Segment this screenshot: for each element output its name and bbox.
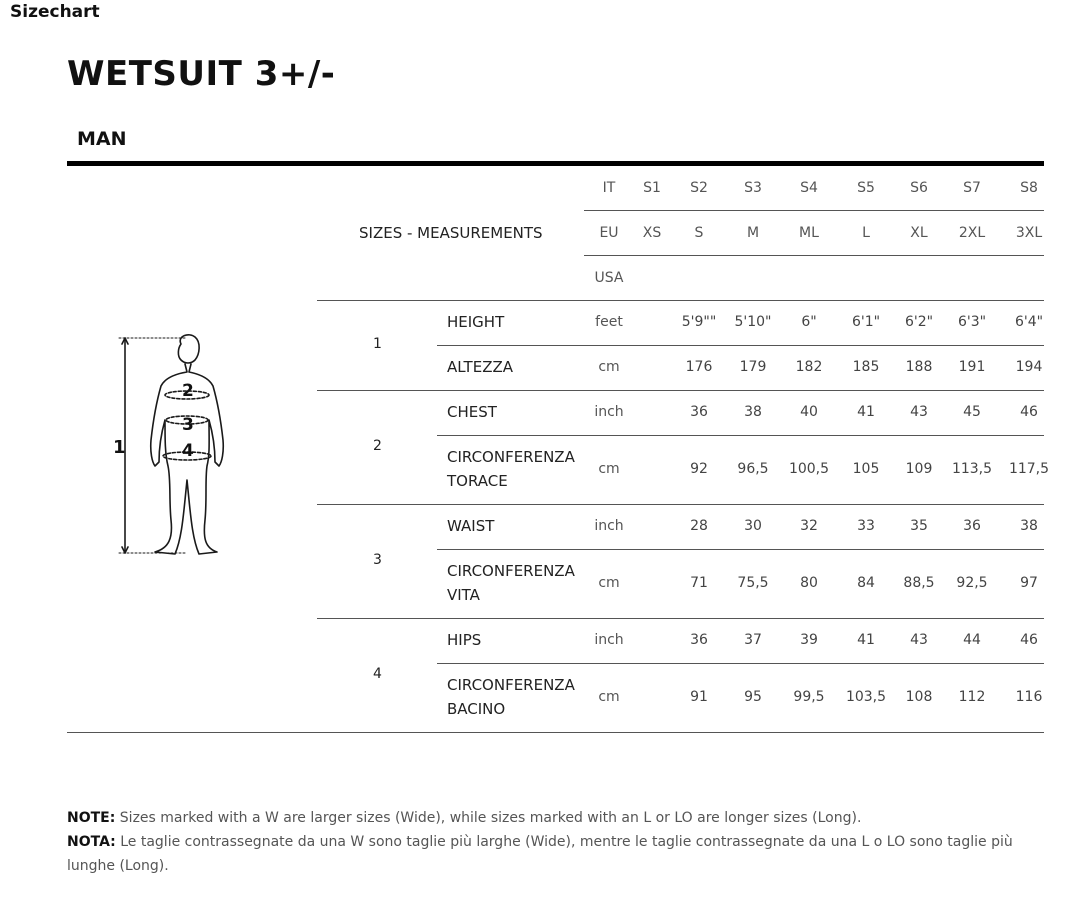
- notes-block: [67, 806, 1027, 878]
- size-value: S4: [800, 180, 818, 196]
- measurement-name: CIRCONFERENZA VITA: [447, 562, 575, 604]
- note-en-text: Sizes marked with a W are larger sizes (Wide), while sizes marked with an L or LO are longer sizes (Long).: [115, 810, 862, 826]
- row-divider: [437, 345, 1044, 346]
- measurement-value: 5'9"": [681, 313, 717, 330]
- size-value: S5: [857, 180, 875, 196]
- measurement-value: 46: [1020, 403, 1038, 420]
- measurement-value: 36: [963, 517, 981, 534]
- measurement-unit: feet: [595, 313, 623, 330]
- measurement-value: 37: [744, 631, 762, 648]
- group-number: 1: [373, 336, 382, 352]
- measurement-value: 40: [800, 403, 818, 420]
- measurement-value: 41: [857, 631, 875, 648]
- measurement-value: 191: [958, 358, 986, 375]
- group-number: 2: [373, 438, 382, 454]
- measurement-value: 95: [744, 688, 762, 705]
- group-divider: [317, 504, 1044, 505]
- measurement-value: 92,5: [956, 574, 988, 591]
- measurement-value: 92: [690, 460, 708, 477]
- measurement-value: 38: [1020, 517, 1038, 534]
- measurement-value: 179: [739, 358, 767, 375]
- size-value: 3XL: [1015, 225, 1043, 241]
- measurement-value: 6'1": [851, 313, 881, 330]
- size-value: S2: [690, 180, 708, 196]
- size-value: S: [694, 225, 704, 241]
- group-number: 3: [373, 552, 382, 568]
- section-title: MAN: [77, 128, 127, 150]
- measurement-value: 116: [1015, 688, 1043, 705]
- size-value: S6: [910, 180, 928, 196]
- note-it-text: Le taglie contrassegnate da una W sono taglie più larghe (Wide), mentre le taglie contrassegnate da una L o LO sono taglie più lunghe (Long).: [67, 834, 1013, 874]
- size-value: M: [746, 225, 760, 241]
- figure-label-3: 3: [182, 415, 194, 435]
- measurement-value: 113,5: [951, 460, 993, 477]
- size-system-label: EU: [599, 225, 619, 241]
- measurement-name: ALTEZZA: [447, 358, 514, 376]
- note-en-label: NOTE:: [67, 810, 116, 826]
- size-value: S8: [1020, 180, 1038, 196]
- measurement-value: 105: [852, 460, 880, 477]
- measurement-unit: cm: [598, 358, 620, 375]
- measurement-value: 6'3": [957, 313, 987, 330]
- measurement-value: 96,5: [737, 460, 769, 477]
- sizes-measurements-label: SIZES - MEASUREMENTS: [359, 224, 543, 242]
- measurement-value: 36: [690, 631, 708, 648]
- measurement-unit: cm: [598, 460, 620, 477]
- measurement-value: 103,5: [845, 688, 887, 705]
- measurement-value: 6'4": [1014, 313, 1044, 330]
- measurement-value: 75,5: [737, 574, 769, 591]
- measurement-value: 117,5: [1008, 460, 1050, 477]
- measurement-value: 112: [958, 688, 986, 705]
- row-divider: [437, 435, 1044, 436]
- figure-label-1: 1: [113, 437, 126, 458]
- size-system-label: USA: [594, 270, 624, 286]
- measurement-name: HIPS: [447, 631, 482, 649]
- measurement-unit: cm: [598, 688, 620, 705]
- size-value: L: [862, 225, 870, 241]
- header-label: Sizechart: [10, 2, 100, 22]
- measurement-value: 6'2": [904, 313, 934, 330]
- group-divider: [317, 618, 1044, 619]
- measurement-name: CIRCONFERENZA BACINO: [447, 676, 575, 718]
- header-divider: [584, 210, 1044, 211]
- measurement-value: 43: [910, 631, 928, 648]
- measurement-unit: inch: [594, 403, 624, 420]
- measurement-name: CIRCONFERENZA TORACE: [447, 448, 575, 490]
- row-divider: [437, 663, 1044, 664]
- figure-label-2: 2: [182, 381, 194, 401]
- measurement-value: 80: [800, 574, 818, 591]
- measurement-value: 32: [800, 517, 818, 534]
- note-en: [67, 806, 1027, 830]
- bottom-rule: [67, 732, 1044, 733]
- measurement-value: 43: [910, 403, 928, 420]
- measurement-value: 97: [1020, 574, 1038, 591]
- measurement-unit: cm: [598, 574, 620, 591]
- header-divider: [584, 255, 1044, 256]
- measurement-value: 182: [795, 358, 823, 375]
- measurement-value: 185: [852, 358, 880, 375]
- measurement-value: 99,5: [793, 688, 825, 705]
- measurement-value: 71: [690, 574, 708, 591]
- page-title: WETSUIT 3+/-: [67, 54, 336, 94]
- measurement-value: 108: [905, 688, 933, 705]
- measurement-value: 176: [685, 358, 713, 375]
- note-it-label: NOTA:: [67, 834, 116, 850]
- measurement-value: 41: [857, 403, 875, 420]
- measurement-value: 38: [744, 403, 762, 420]
- measurement-name: CHEST: [447, 403, 497, 421]
- size-value: S7: [963, 180, 981, 196]
- row-divider: [437, 549, 1044, 550]
- size-value: XS: [642, 225, 662, 241]
- measurement-value: 39: [800, 631, 818, 648]
- measurement-value: 194: [1015, 358, 1043, 375]
- measurement-name: WAIST: [447, 517, 495, 535]
- measurement-value: 6": [801, 313, 817, 330]
- measurement-value: 33: [857, 517, 875, 534]
- measurement-value: 36: [690, 403, 708, 420]
- group-divider: [317, 300, 1044, 301]
- measurement-value: 5'10": [734, 313, 772, 330]
- figure-label-4: 4: [182, 441, 194, 461]
- measurement-value: 35: [910, 517, 928, 534]
- top-rule: [67, 161, 1044, 166]
- measurement-value: 45: [963, 403, 981, 420]
- measurement-value: 188: [905, 358, 933, 375]
- body-measurement-figure-icon: [105, 330, 235, 570]
- note-it: [67, 830, 1027, 878]
- size-value: S1: [643, 180, 661, 196]
- group-number: 4: [373, 666, 382, 682]
- group-divider: [317, 390, 1044, 391]
- measurement-value: 109: [905, 460, 933, 477]
- measurement-value: 84: [857, 574, 875, 591]
- size-value: ML: [799, 225, 819, 241]
- measurement-name: HEIGHT: [447, 313, 505, 331]
- size-system-label: IT: [602, 180, 616, 196]
- measurement-value: 44: [963, 631, 981, 648]
- measurement-value: 46: [1020, 631, 1038, 648]
- measurement-unit: inch: [594, 517, 624, 534]
- measurement-value: 30: [744, 517, 762, 534]
- measurement-value: 91: [690, 688, 708, 705]
- measurement-value: 28: [690, 517, 708, 534]
- size-value: 2XL: [958, 225, 986, 241]
- size-value: S3: [744, 180, 762, 196]
- measurement-unit: inch: [594, 631, 624, 648]
- measurement-value: 88,5: [903, 574, 935, 591]
- measurement-value: 100,5: [788, 460, 830, 477]
- size-value: XL: [910, 225, 928, 241]
